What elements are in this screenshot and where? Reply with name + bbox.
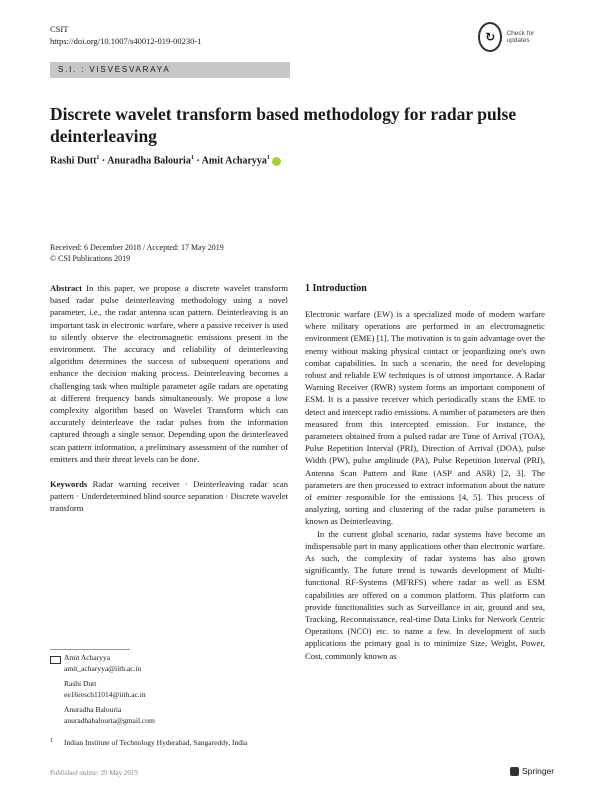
affiliation-number: 1	[50, 738, 53, 744]
copyright: © CSI Publications 2019	[50, 253, 131, 263]
abstract-text: In this paper, we propose a discrete wavelet transform based radar pulse deinterleaving methodology using a novel parameter, i.e., the radar antenna scan pattern. Deinterleaving is an important task in electronic warfare, where a passive receiver is used to silently observe the electromagnetic emissions present in the environment. The accuracy and reliability of deinterleaving algorithm determines the success of subsequent operations and enhance the decision making process. Deinterleaving becomes a challenging task when multiple parameter agile radars are operating at different frequency bands simultaneously. We propose a low complexity algorithm based on Wavelet Transform which can accurately deinterleave the radar pulses from the information captured through a single sensor. Depending upon the deinterleaved scan pattern information, a preliminary assessment of the number of emitters and their threat levels can be done.	[50, 283, 288, 464]
intro-paragraph: Electronic warfare (EW) is a specialized mode of modern warfare where military operations are performed in an electromagnetic environment (EME) [1]. The motivation is to gain advantage over the enemy without making physical contact or jeopardizing one's own combat capabilities. In such a scenario, the need for developing robust and reliable EW techniques is of utmost importance. A Radar Warning Receiver (RWR) system forms an important component of ESM. It is a passive receiver which periodically scans the EME to detect and intercept radio emissions. A number of parameters are then measured from this intercepted emission. For instance, the parameters obtained from a pulsed radar are Time of Arrival (TOA), Pulse Repetition Interval (PRI), Direction of Arrival (DOA), pulse Width (PW), pulse amplitude (PA), Pulse Repetition Interval (PRI), Antenna Scan Pattern and Rate (ASP and ASR) [2, 3]. The parameters are then processed to extract information about the nature of emitter responsible for the emissions [4, 5]. This process of analyzing, sorting and clustering of the radar pulse parameters is known as Deinterleaving.	[305, 309, 545, 527]
orcid-icon[interactable]	[272, 157, 281, 166]
springer-horse-icon	[510, 767, 519, 776]
author-list: Rashi Dutt$^1$ · Anuradha Balouria$^1$ · Amit Acharyya$^1$	[50, 155, 281, 166]
footnote-divider	[50, 649, 130, 650]
affiliation	[50, 738, 247, 749]
coauthor-name: Rashi Dutt	[64, 679, 97, 688]
author-name: Rashi Dutt	[50, 155, 97, 167]
keywords-body	[50, 478, 288, 515]
keywords-text: Radar warning receiver · Deinterleaving radar scan pattern · Underdetermined blind source separation · Discrete wavelet transform	[50, 479, 288, 514]
keywords-label: Keywords	[50, 479, 88, 490]
published-online: Published online: 29 May 2019	[50, 769, 138, 777]
check-updates-label: Check for updates	[506, 30, 535, 44]
doi-link[interactable]: https://doi.org/10.1007/s40012-019-00230-1	[50, 36, 202, 46]
author-name: Anuradha Balouria	[107, 155, 191, 167]
intro-paragraph: In the current global scenario, radar systems have become an indispensable part in many applications other than electronic warfare. As such, the complexity of radar systems has also grown significantly. The future trend is towards development of Multi-functional RF-Systems (MFRFS) where radar as well as ESM capabilities are offered on a common platform. This platform can provide functionalities such as Surveillance in air, ground and sea, Tracking, Reconnaissance, real-time Data Links for Network Centric Operations (NCO) etc. to name a few. In development of such applications the primary goal is to minimize Size, Weight, Power, Cost, commonly known as	[305, 528, 545, 661]
journal-name: CSIT	[50, 24, 69, 34]
envelope-icon	[50, 656, 61, 664]
check-for-updates-badge[interactable]	[478, 22, 548, 52]
intro-text	[305, 308, 545, 662]
author-email[interactable]: anuradhabalouria@gmail.com	[64, 715, 155, 725]
abstract-body	[50, 282, 288, 465]
coauthor-name: Anuradha Balouria	[64, 705, 122, 714]
publisher-name: Springer	[522, 766, 555, 776]
author-name: Amit Acharyya	[201, 155, 267, 167]
springer-logo	[510, 766, 554, 776]
author-email[interactable]: amit_acharyya@iith.ac.in	[64, 663, 142, 673]
affiliation-text: Indian Institute of Technology Hyderabad, Sangareddy, India	[64, 738, 248, 747]
received-accepted: Received: 6 December 2018 / Accepted: 17 May 2019	[50, 243, 224, 252]
corresponding-author: Amit Acharyya	[64, 653, 111, 662]
abstract-section	[50, 282, 288, 515]
refresh-icon: ↻	[478, 22, 502, 52]
section-band: S.I. : VISVESVARAYA	[50, 62, 290, 78]
paper-title: Discrete wavelet transform based methodology for radar pulse deinterleaving	[50, 104, 517, 146]
abstract-label: Abstract	[50, 283, 82, 293]
author-email[interactable]: ee16resch11014@iith.ac.in	[64, 689, 146, 699]
correspondence	[50, 653, 247, 749]
article-dates	[50, 243, 224, 264]
section-heading: 1 Introduction	[305, 283, 367, 294]
